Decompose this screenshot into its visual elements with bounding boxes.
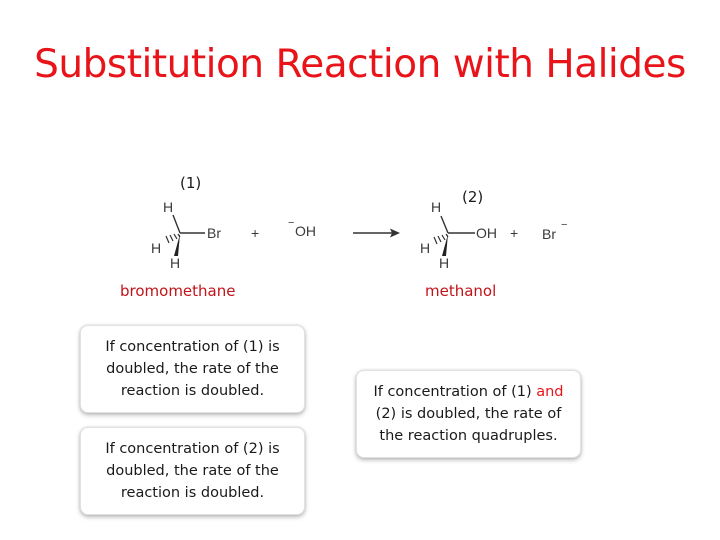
rate-note-3-part2: (2) is doubled, the rate of the reaction quadruples. (375, 406, 562, 444)
methanol-structure (420, 199, 497, 271)
atom-h-bottom: H (170, 255, 181, 271)
product-label: (2) (462, 188, 484, 206)
reactant-name: bromomethane (120, 282, 236, 300)
bromide-label: Br (542, 226, 556, 242)
bromomethane-structure (151, 199, 221, 271)
rate-note-3-part1: If concentration of (1) (373, 384, 537, 400)
rate-note-1 (80, 325, 305, 413)
hashed-bond-c-h-left (166, 234, 180, 243)
hydroxide-ion (288, 217, 316, 239)
atom-br: Br (207, 225, 221, 241)
rate-note-2-text: If concentration of (2) is doubled, the rate of the reaction is doubled. (105, 441, 280, 501)
plus-sign-1: + (251, 225, 260, 241)
reaction-arrow (353, 229, 400, 238)
atom-oh: OH (476, 225, 497, 241)
hydroxide-label: OH (295, 223, 316, 239)
slide-title: Substitution Reaction with Halides (34, 42, 686, 87)
rate-note-3-and: and (536, 384, 564, 400)
bond-c-h-top (441, 216, 448, 233)
bromide-charge: − (561, 219, 568, 231)
reactant-label: (1) (180, 174, 202, 192)
atom-h-left: H (151, 240, 162, 256)
atom-h-top: H (431, 199, 442, 215)
rate-note-1-text: If concentration of (1) is doubled, the rate of the reaction is doubled. (105, 339, 280, 399)
atom-h-left: H (420, 240, 431, 256)
rate-note-2 (80, 427, 305, 515)
atom-h-top: H (163, 199, 174, 215)
atom-h-bottom: H (439, 255, 450, 271)
rate-note-3-text (367, 381, 570, 447)
product-name: methanol (425, 282, 497, 300)
hydroxide-charge: − (288, 217, 295, 229)
plus-sign-2: + (510, 225, 519, 241)
bond-c-h-top (173, 215, 180, 233)
bromide-ion (542, 219, 567, 242)
wedge-bond-c-h-bottom (174, 234, 180, 256)
rate-note-3 (356, 370, 581, 458)
